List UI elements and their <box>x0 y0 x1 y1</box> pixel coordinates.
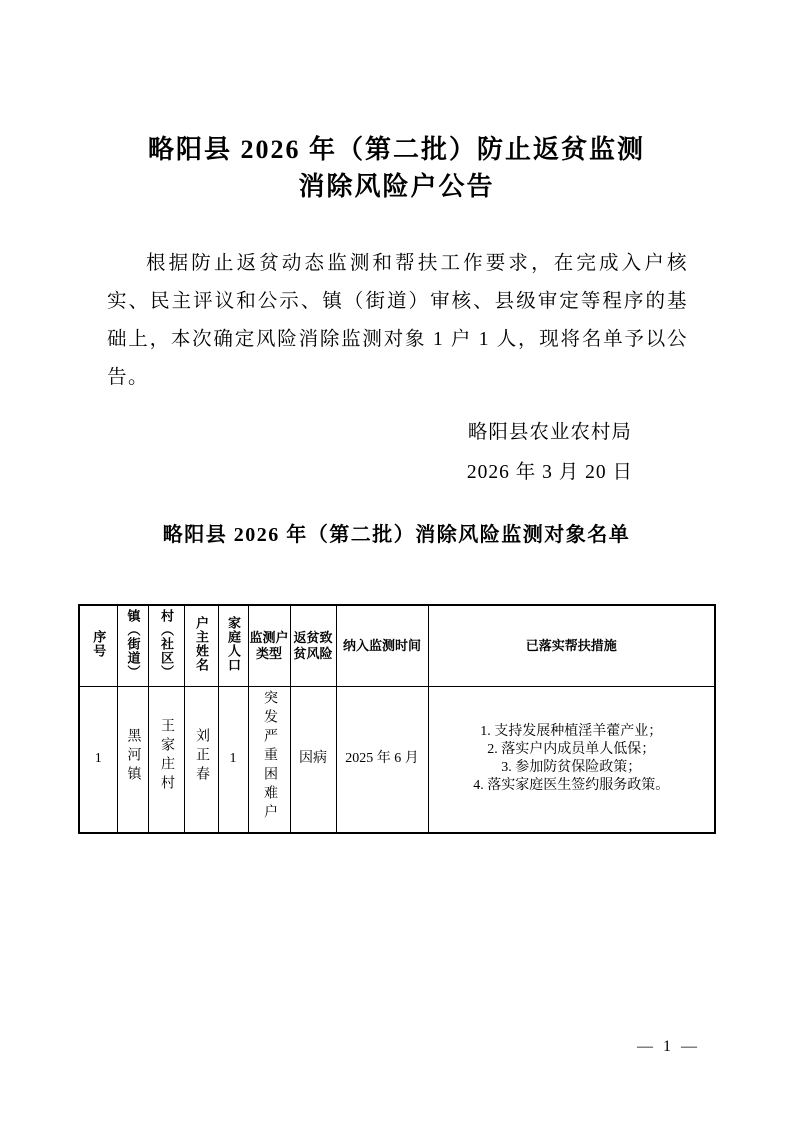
signature-agency: 略阳县农业农村局 <box>467 422 632 443</box>
col-header-seq: 序号 <box>79 605 117 686</box>
cell-village: 王家庄村 <box>148 686 184 833</box>
measure-item: 1. 支持发展种植淫羊藿产业； <box>480 724 663 740</box>
col-header-measures: 已落实帮扶措施 <box>428 605 715 686</box>
col-header-inclusion-time: 纳入监测时间 <box>336 605 428 686</box>
cell-family-size: 1 <box>218 686 248 833</box>
document-title <box>0 0 793 205</box>
cell-town: 黑河镇 <box>117 686 148 833</box>
measure-item: 3. 参加防贫保险政策； <box>501 760 642 776</box>
col-header-town: 镇（街道） <box>117 605 148 686</box>
announcement-body: 根据防止返贫动态监测和帮扶工作要求，在完成入户核实、民主评议和公示、镇（街道）审核、县级审定等程序的基础上，本次确定风险消除监测对象 1 户 1 人，现将名单予以公告。 <box>107 253 688 388</box>
document-title-line2: 消除风险户公告 <box>298 172 495 201</box>
measure-item: 2. 落实户内成员单人低保； <box>487 742 656 758</box>
document-title-line1: 略阳县 2026 年（第二批）防止返贫监测 <box>147 135 645 164</box>
signature-date: 2026 年 3 月 20 日 <box>466 462 633 483</box>
table-row <box>79 686 715 833</box>
col-header-monitor-type: 监测户类型 <box>248 605 290 686</box>
signature-block <box>467 413 633 493</box>
col-header-village: 村（社区） <box>148 605 184 686</box>
monitoring-roster-table <box>78 604 716 834</box>
col-header-risk: 返贫致贫风险 <box>290 605 336 686</box>
col-header-householder: 户主姓名 <box>184 605 218 686</box>
col-header-family-size: 家庭人口 <box>218 605 248 686</box>
measure-item: 4. 落实家庭医生签约服务政策。 <box>473 778 670 794</box>
cell-risk: 因病 <box>290 686 336 833</box>
cell-inclusion-time: 2025 年 6 月 <box>336 686 428 833</box>
page-number: — 1 — <box>637 1038 700 1055</box>
cell-monitor-type: 突发严重困难户 <box>248 686 290 833</box>
cell-seq: 1 <box>79 686 117 833</box>
cell-householder: 刘正春 <box>184 686 218 833</box>
roster-table-title: 略阳县 2026 年（第二批）消除风险监测对象名单 <box>162 524 631 546</box>
cell-measures <box>428 686 715 833</box>
table-header-row <box>79 605 715 686</box>
